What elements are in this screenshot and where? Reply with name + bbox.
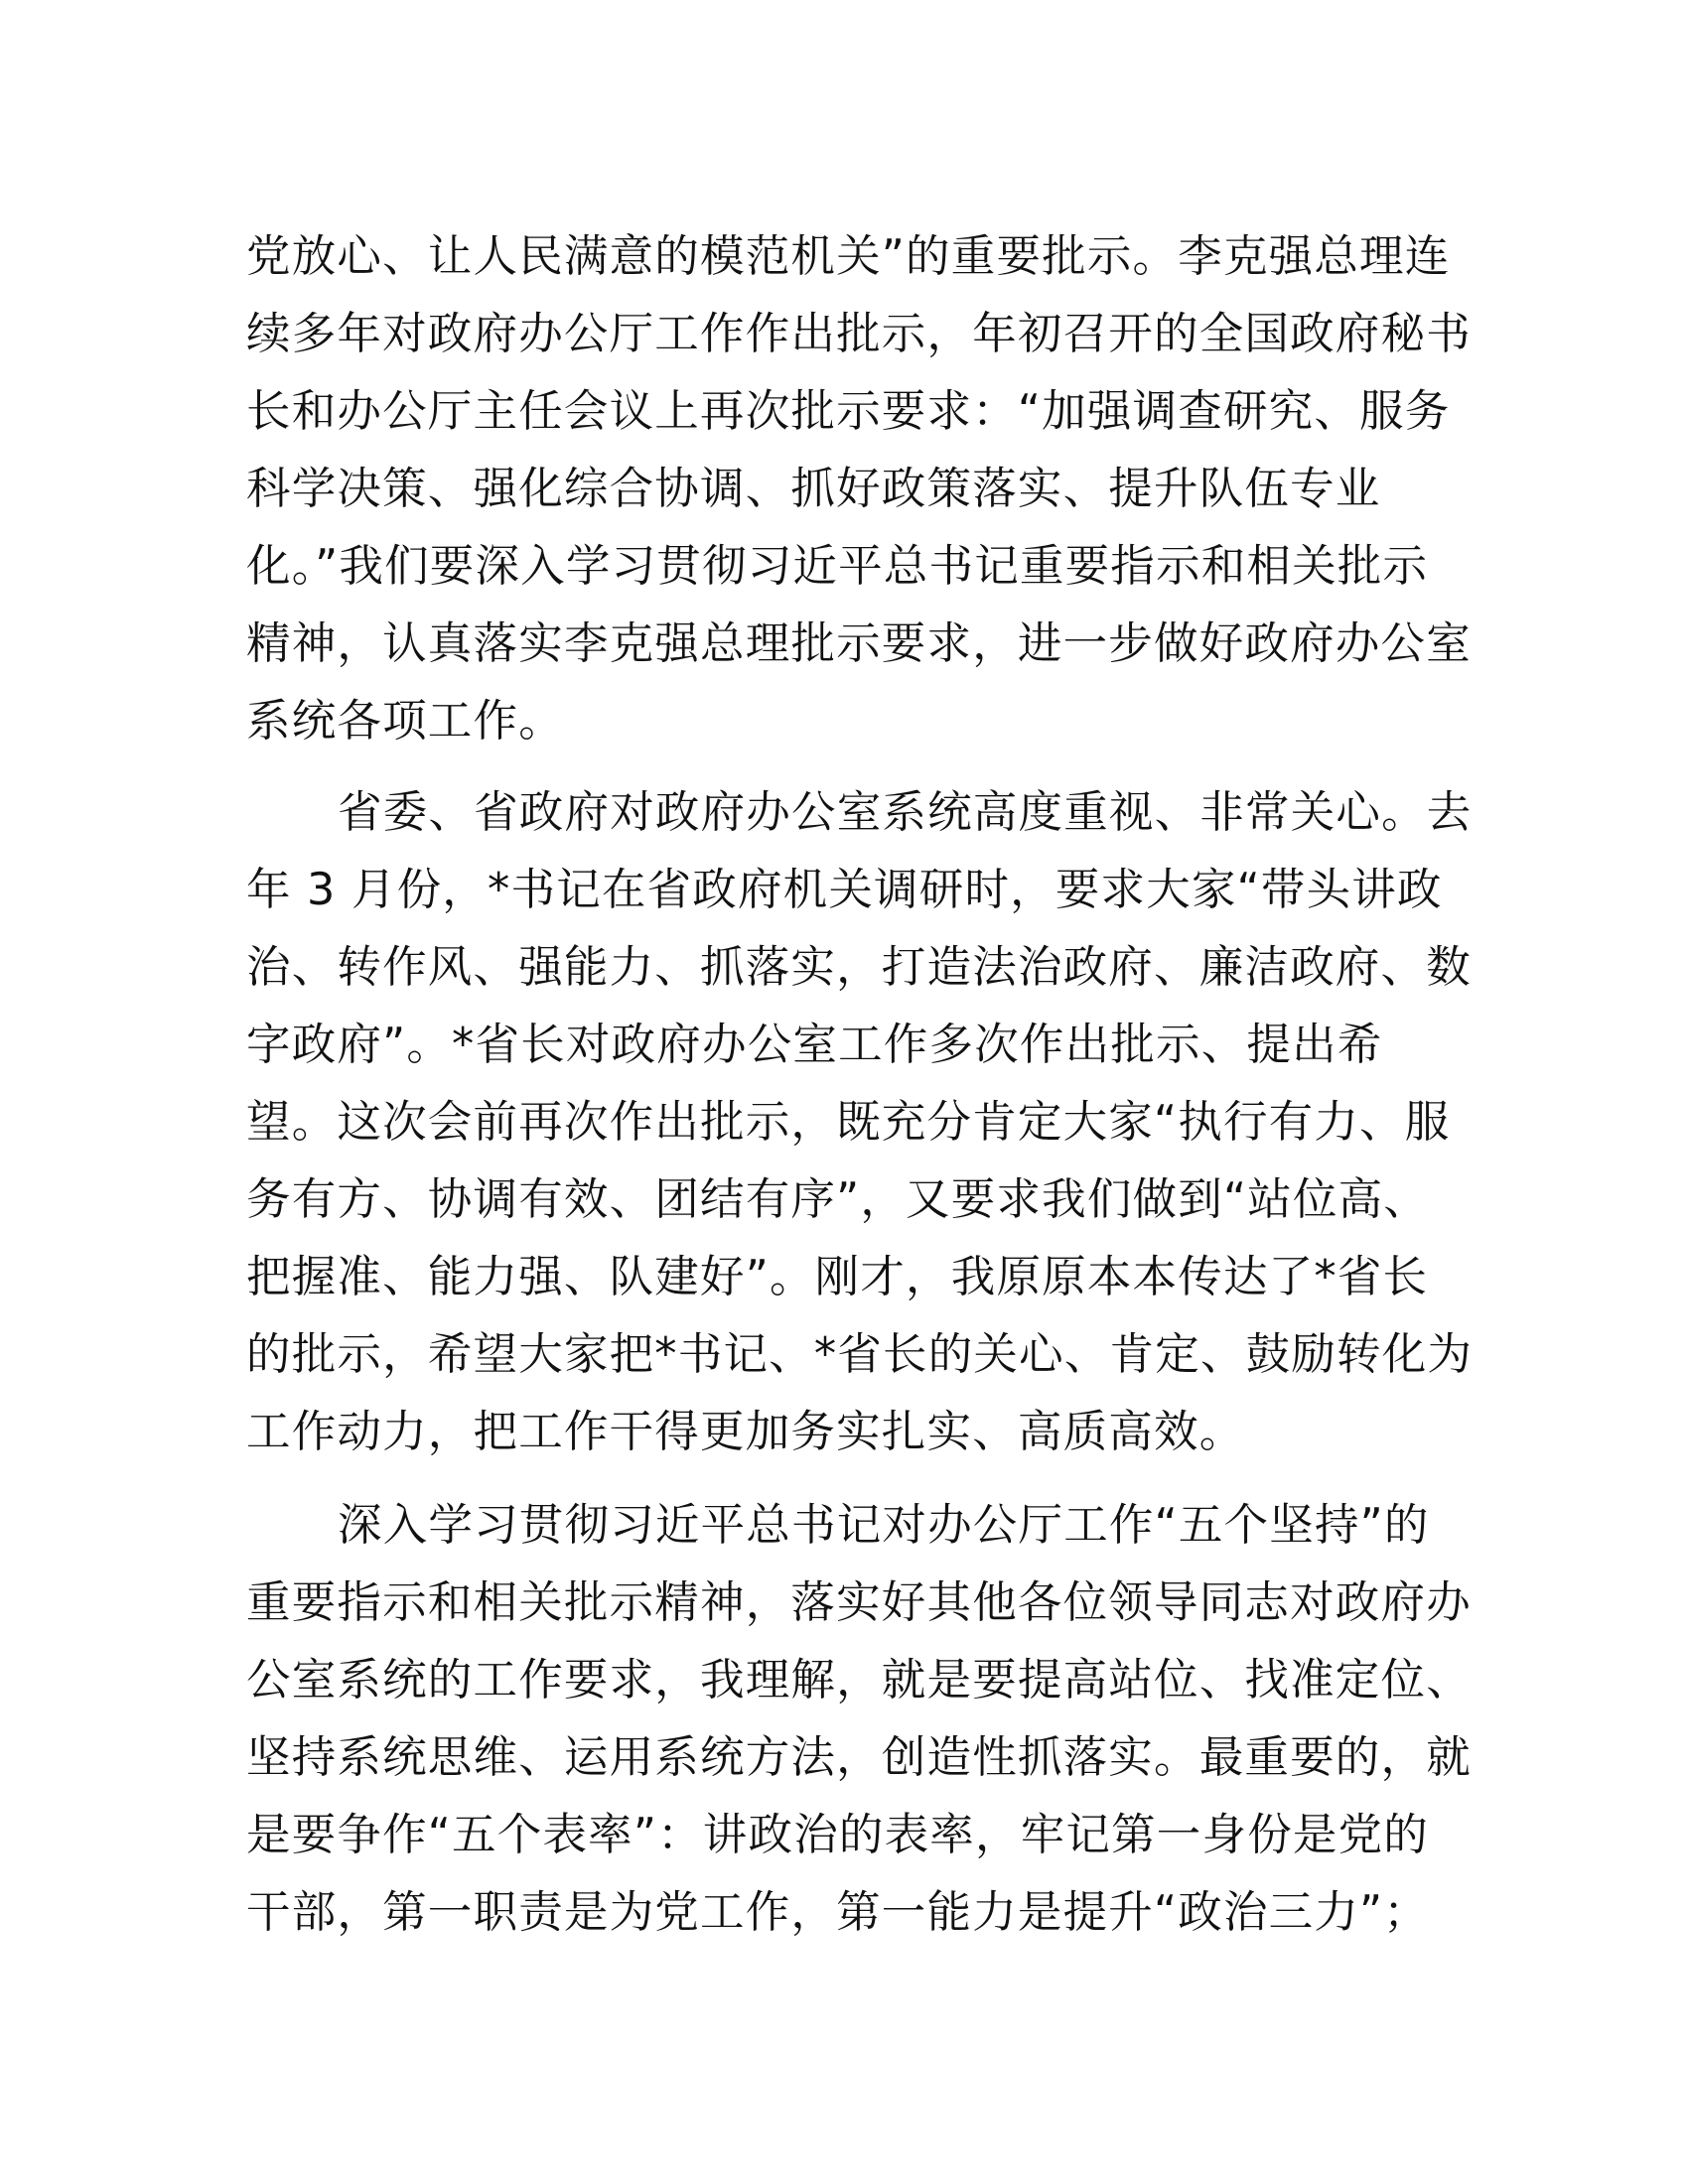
- paragraph-line: 精神，认真落实李克强总理批示要求，进一步做好政府办公室: [246, 618, 1472, 669]
- paragraph-line: 把握准、能力强、队建好”。刚才，我原原本本传达了*省长: [246, 1252, 1429, 1302]
- paragraph-first-line: 省委、省政府对政府办公室系统高度重视、非常关心。去: [338, 787, 1473, 838]
- paragraph-line: 坚持系统思维、运用系统方法，创造性抓落实。最重要的，就: [246, 1732, 1472, 1783]
- paragraph-line: 系统各项工作。: [246, 696, 564, 747]
- paragraph-line: 长和办公厅主任会议上再次批示要求：“加强调查研究、服务: [246, 386, 1451, 437]
- paragraph-first-line: 深入学习贯彻习近平总书记对办公厅工作“五个坚持”的: [338, 1500, 1430, 1551]
- paragraph-line: 工作动力，把工作干得更加务实扎实、高质高效。: [246, 1407, 1245, 1457]
- paragraph-line: 续多年对政府办公厅工作作出批示，年初召开的全国政府秘书: [246, 309, 1472, 359]
- paragraph-line: 党放心、让人民满意的模范机关”的重要批示。李克强总理连: [246, 231, 1451, 282]
- paragraph-line: 字政府”。*省长对政府办公室工作多次作出批示、提出希: [246, 1020, 1383, 1070]
- paragraph-line: 科学决策、强化综合协调、抓好政策落实、提升队伍专业: [246, 464, 1381, 514]
- paragraph-line: 务有方、协调有效、团结有序”，又要求我们做到“站位高、: [246, 1174, 1430, 1225]
- paragraph-line: 望。这次会前再次作出批示，既充分肯定大家“执行有力、服: [246, 1097, 1451, 1148]
- paragraph-line: 年 3 月份，*书记在省政府机关调研时，要求大家“带头讲政: [246, 865, 1443, 915]
- paragraph-line: 重要指示和相关批示精神，落实好其他各位领导同志对政府办: [246, 1577, 1472, 1628]
- paragraph-line: 的批示，希望大家把*书记、*省长的关心、肯定、鼓励转化为: [246, 1329, 1474, 1380]
- paragraph-line: 化。”我们要深入学习贯彻习近平总书记重要指示和相关批示: [246, 541, 1429, 592]
- paragraph-line: 是要争作“五个表率”：讲政治的表率，牢记第一身份是党的: [246, 1810, 1430, 1860]
- paragraph-line: 治、转作风、强能力、抓落实，打造法治政府、廉洁政府、数: [246, 942, 1472, 993]
- paragraph-line: 干部，第一职责是为党工作，第一能力是提升“政治三力”；: [246, 1887, 1430, 1938]
- paragraph-line: 公室系统的工作要求，我理解，就是要提高站位、找准定位、: [246, 1655, 1472, 1706]
